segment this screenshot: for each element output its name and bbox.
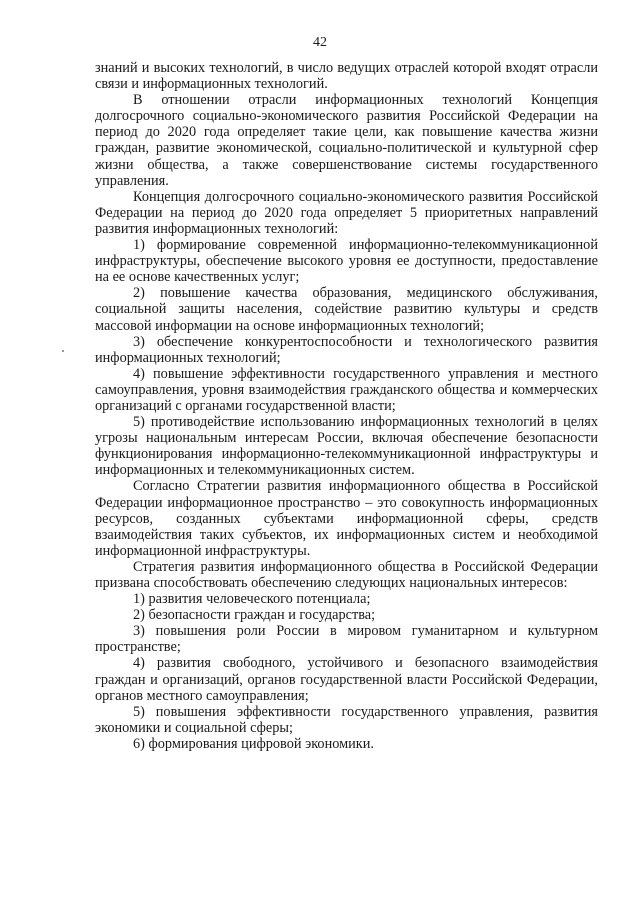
list-item: 5) противодействие использованию информационных технологий в целях угрозы национальным интересам России, включая обеспечение безопасности функционирования информационно-телекоммуникационной инфраструктуры и информационных и телекоммуникационных систем. (95, 414, 598, 479)
list-item: 3) повышения роли России в мировом гуманитарном и культурном пространстве; (95, 623, 598, 656)
list-item: 1) развития человеческого потенциала; (133, 591, 371, 608)
list-item: 4) повышение эффективности государственного управления и местного самоуправления, уровня взаимодействия гражданского общества и коммерческих организаций с органами государственной власти; (95, 365, 598, 414)
list-item: 4) развития свободного, устойчивого и безопасного взаимодействия граждан и организаций, органов государственной власти Российской Федерации, органов местного самоуправления; (95, 655, 598, 704)
page-number: 42 (313, 35, 327, 50)
body-text (95, 60, 598, 752)
paragraph: Согласно Стратегии развития информационного общества в Российской Федерации информационное пространство – это совокупность информационных ресурсов, созданных субъектами информационной сферы, средств взаимодействия таких субъектов, их информационных систем и необходимой информационной инфраструктуры. (95, 478, 598, 559)
list-item: 2) безопасности граждан и государства; (133, 607, 376, 624)
list-item: 1) формирование современной информационно-телекоммуникационной инфраструктуры, обеспечение высокого уровня ее доступности, предоставление на ее основе качественных услуг; (95, 237, 598, 286)
list-item: 2) повышение качества образования, медицинского обслуживания, социальной защиты населения, содействие развитию культуры и средств массовой информации на основе информационных технологий; (95, 285, 598, 334)
paragraph: Концепция долгосрочного социально-экономического развития Российской Федерации на период до 2020 года определяет 5 приоритетных направлений развития информационных технологий: (95, 188, 598, 237)
list-item: 3) обеспечение конкурентоспособности и технологического развития информационных технологий; (95, 333, 598, 366)
list-item: 5) повышения эффективности государственного управления, развития экономики и социальной сферы; (95, 703, 598, 736)
list-item: 6) формирования цифровой экономики. (133, 735, 374, 752)
paragraph: знаний и высоких технологий, в число ведущих отраслей которой входят отрасли связи и информационных технологий. (95, 60, 598, 93)
paragraph: В отношении отрасли информационных технологий Концепция долгосрочного социально-экономического развития Российской Федерации на период до 2020 года определяет такие цели, как повышение качества жизни граждан, развитие экономической, социально-политической и культурной сфер жизни общества, а также совершенствование системы государственного управления. (95, 92, 598, 189)
scan-speck (62, 350, 64, 352)
paragraph: Стратегия развития информационного общества в Российской Федерации призвана способствовать обеспечению следующих национальных интересов: (95, 558, 598, 591)
